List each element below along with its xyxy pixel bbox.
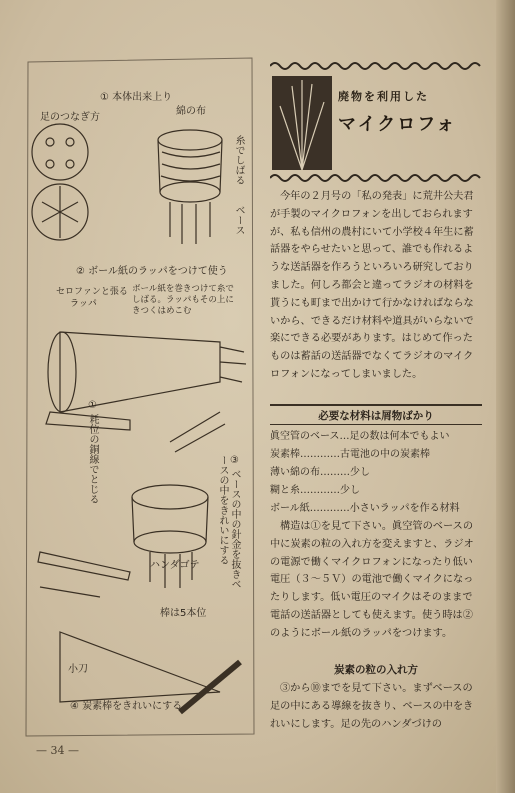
article-subtitle: 廃物を利用した xyxy=(338,90,429,103)
material-item: 薄い綿の布………少し xyxy=(270,467,370,478)
structure-text: 構造は①を見て下さい。眞空管のベースの中に炭素の粒の入れ方を変えますと、ラジオの電源で働くマイクロフォンになったり低い電圧（３～５Ｖ）の電池で働くマイクになったりします。低い電圧のマイクはそのままで電話の送話器としても使えます。使う時は②のようにボール紙のラッパをつけます。 xyxy=(270,521,474,639)
rod-label: 棒は5本位 xyxy=(160,608,207,619)
knife-label: 小刀 xyxy=(68,664,88,675)
method-paragraph xyxy=(270,680,482,750)
thread-label: 糸でしばる xyxy=(233,135,244,185)
fig4-label: ④ 炭素棒をきれいにする xyxy=(70,701,183,712)
method-text: ③から⑩までを見て下さい。まずベースの足の中にある導線を抜きり、ベースの中をきれいにします。足の先のハンダづけの xyxy=(270,683,474,730)
cloth-label: 綿の布 xyxy=(176,106,206,117)
section1-rule-bottom xyxy=(270,424,482,425)
header-wave-top xyxy=(270,60,485,72)
header-wave-bottom xyxy=(270,172,485,184)
foot-label: 足のつなぎ方 xyxy=(40,112,100,123)
illustration-panel xyxy=(20,52,260,742)
article-title: マイクロフォ xyxy=(338,114,457,135)
fig1-label: ① 本体出来上り xyxy=(100,92,173,103)
material-item: 糊と糸…………少し xyxy=(270,485,360,496)
horn-label: ラッパ xyxy=(70,299,97,309)
illustration-drawing xyxy=(20,52,260,742)
intro-paragraph xyxy=(270,188,482,384)
structure-paragraph xyxy=(270,518,482,643)
page-number: — 34 — xyxy=(36,744,79,757)
material-item: ボール紙…………小さいラッパを作る材料 xyxy=(270,503,460,514)
solder-label: ハンダゴテ xyxy=(150,560,200,571)
section1-heading: 必要な材料は屑物ばかり xyxy=(318,410,434,422)
grass-photo xyxy=(272,76,332,170)
section1-rule-top xyxy=(270,404,482,406)
intro-text: 今年の２月号の「私の発表」に荒井公夫君が手製のマイクロフォンを出しておられますが、私も信州の農村にいて小学校４年生に蓄話器をやらせたいと思って、誰でも作れるような送話器を作ろうといろいろ研究しておりました。何しろ都会と違ってラジオの材料を貰うにも町まで出かけて行かなければならないから、できるだけ材料や道具がいらないで楽にできる必要があります。はじめて作ったものは蓄話の送話器でなくてラジオのマイクロフォンになってしまいました。 xyxy=(270,191,474,380)
material-item: 炭素棒…………古電池の中の炭素棒 xyxy=(270,449,430,460)
section2-heading: 炭素の粒の入れ方 xyxy=(334,664,418,676)
article-title-box xyxy=(272,76,484,170)
book-spine-shadow xyxy=(496,0,515,793)
wrap-note: ボール紙を巻きつけて糸でしばる。ラッパもその上にきつくはめこむ xyxy=(132,284,234,316)
base-label: ベース xyxy=(233,205,244,235)
material-item: 眞空管のベース…足の数は何本でもよい xyxy=(270,431,450,442)
fig2-label: ② ボール紙のラッパをつけて使う xyxy=(76,266,228,277)
cellophane-label: セロファンと張る xyxy=(56,287,128,297)
fig3-note: ③ ベースの中の針金を抜きベースの中をきれいにする xyxy=(217,455,240,590)
fig1-note: ① 耗位の銅線でとじる xyxy=(87,400,98,505)
materials-list xyxy=(270,428,482,518)
